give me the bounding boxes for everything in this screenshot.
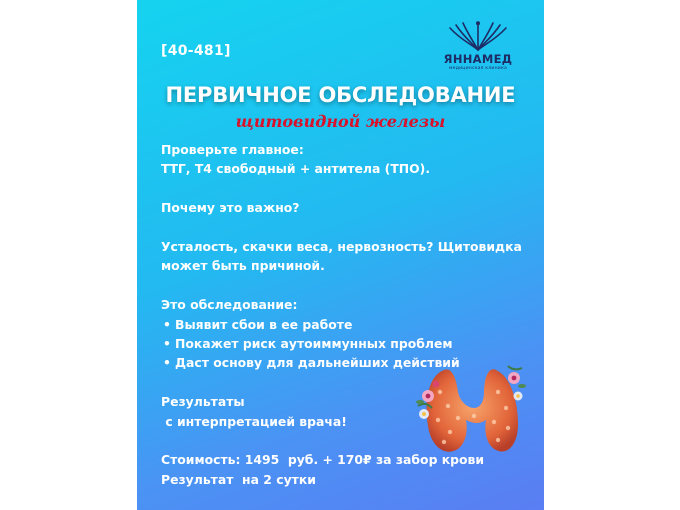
results-line1: Результаты bbox=[161, 394, 245, 410]
term-label: Результат bbox=[161, 471, 234, 487]
price-line: Стоимость: 1495 руб. + 170₽ за забор крови bbox=[161, 452, 485, 468]
list-item: • Покажет риск аутоиммунных проблем bbox=[163, 335, 453, 351]
page-title: ПЕРВИЧНОЕ ОБСЛЕДОВАНИЕ bbox=[165, 83, 516, 107]
term-value: на 2 сутки bbox=[242, 471, 316, 487]
why-answer-line1: Усталость, скачки веса, нервозность? Щитовидка bbox=[161, 238, 522, 254]
results-line2: с интерпретацией врача! bbox=[161, 413, 347, 429]
why-question: Почему это важно? bbox=[161, 200, 300, 216]
page-subtitle: щитовидной железы bbox=[235, 112, 446, 131]
list-item: • Выявит сбои в ее работе bbox=[163, 316, 353, 332]
clinic-logo bbox=[433, 20, 523, 78]
result-term bbox=[161, 470, 536, 489]
thyroid-flowers-icon bbox=[414, 362, 526, 462]
list-item: • Даст основу для дальнейших действий bbox=[163, 355, 460, 371]
winged-emblem-icon bbox=[433, 20, 523, 54]
promo-card bbox=[137, 0, 544, 510]
code-label: [40-481] bbox=[161, 43, 231, 59]
why-answer-line2: может быть причиной. bbox=[161, 258, 325, 274]
check-tests: ТТГ, Т4 свободный + антитела (ТПО). bbox=[161, 161, 431, 177]
exam-title: Это обследование: bbox=[161, 297, 298, 313]
check-title: Проверьте главное: bbox=[161, 142, 304, 157]
logo-brand: ЯННАМЕД bbox=[443, 52, 513, 66]
logo-tagline: медицинская клиника bbox=[449, 66, 507, 71]
